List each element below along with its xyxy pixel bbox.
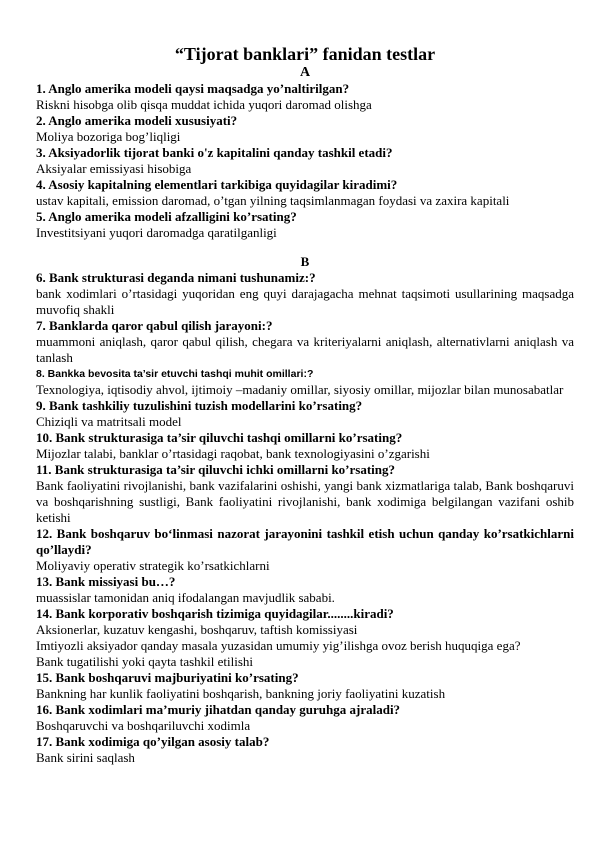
- answer-text: Chiziqli va matritsali model: [36, 414, 182, 429]
- answer-text: Aksionerlar, kuzatuv kengashi, boshqaruv, taftish komissiyasi: [36, 622, 358, 637]
- question-item: [36, 606, 574, 670]
- question-text: 9. Bank tashkiliy tuzulishini tuzish modellarini ko’rsating?: [36, 398, 363, 413]
- question-item: [36, 145, 574, 177]
- question-item: [36, 734, 574, 766]
- question-item: [36, 113, 574, 145]
- question-item: [36, 670, 574, 702]
- question-item: [36, 526, 574, 574]
- answer-text: Moliya bozoriga bog’liqligi: [36, 129, 181, 144]
- answer-text: Moliyaviy operativ strategik ko’rsatkichlarni: [36, 558, 270, 573]
- question-text: 1. Anglo amerika modeli qaysi maqsadga yo’naltirilgan?: [36, 81, 350, 96]
- document-page: [36, 44, 574, 766]
- question-item: [36, 702, 574, 734]
- answer-text: Imtiyozli aksiyador qanday masala yuzasidan umumiy yig’ilishga ovoz berish huquqiga ega?: [36, 638, 521, 653]
- question-item: [36, 318, 574, 366]
- question-text: 2. Anglo amerika modeli xususiyati?: [36, 113, 238, 128]
- answer-text: Investitsiyani yuqori daromadga qaratilganligi: [36, 225, 277, 240]
- answer-text: Bank tugatilishi yoki qayta tashkil etilishi: [36, 654, 254, 669]
- question-text: 13. Bank missiyasi bu…?: [36, 574, 176, 589]
- answer-text: Aksiyalar emissiyasi hisobiga: [36, 161, 192, 176]
- answer-text: muassislar tamonidan aniq ifodalangan mavjudlik sababi.: [36, 590, 335, 605]
- question-text: 4. Asosiy kapitalning elementlari tarkibiga quyidagilar kiradimi?: [36, 177, 398, 192]
- answer-text: ustav kapitali, emission daromad, o’tgan yilning taqsimlanmagan foydasi va zaxira kapitali: [36, 193, 510, 208]
- question-text: 14. Bank korporativ boshqarish tizimiga quyidagilar........kiradi?: [36, 606, 394, 621]
- answer-text: Bank faoliyatini rivojlanishi, bank vazifalarini oshishi, yangi bank xizmatlariga talab, Bank boshqaruvi va boshqarishning sustligi, Bank faoliyatini rivojlanishi, bank xodimiga belgilangan vazifani oshib ketishi: [36, 478, 574, 525]
- answer-text: Texnologiya, iqtisodiy ahvol, ijtimoiy –madaniy omillar, siyosiy omillar, mijozlar bilan munosabatlar: [36, 382, 564, 397]
- question-text: 5. Anglo amerika modeli afzalligini ko’rsating?: [36, 209, 297, 224]
- question-item: [36, 574, 574, 606]
- question-item: [36, 462, 574, 526]
- question-item: [36, 430, 574, 462]
- question-text: 15. Bank boshqaruvi majburiyatini ko’rsating?: [36, 670, 299, 685]
- question-text: 3. Aksiyadorlik tijorat banki o'z kapitalini qanday tashkil etadi?: [36, 145, 393, 160]
- answer-text: Bank sirini saqlash: [36, 750, 135, 765]
- question-text: 8. Bankka bevosita ta’sir etuvchi tashqi muhit omillari:?: [36, 368, 314, 380]
- question-text: 7. Banklarda qaror qabul qilish jarayoni:?: [36, 318, 273, 333]
- section-heading: B: [300, 254, 310, 269]
- answer-text: Riskni hisobga olib qisqa muddat ichida yuqori daromad olishga: [36, 97, 372, 112]
- answer-text: Mijozlar talabi, banklar o’rtasidagi raqobat, bank texnologiyasini o’zgarishi: [36, 446, 430, 461]
- question-text: 12. Bank boshqaruv bo‘linmasi nazorat jarayonini tashkil etish uchun qanday ko’rsatkichlarni qo’llaydi?: [36, 526, 574, 557]
- answer-text: Bankning har kunlik faoliyatini boshqarish, bankning joriy faoliyatini kuzatish: [36, 686, 446, 701]
- question-text: 11. Bank strukturasiga ta’sir qiluvchi ichki omillarni ko’rsating?: [36, 462, 395, 477]
- answer-text: Boshqaruvchi va boshqariluvchi xodimla: [36, 718, 251, 733]
- document-title: “Tijorat banklari” fanidan testlar: [174, 44, 436, 64]
- question-item: [36, 270, 574, 318]
- question-item: [36, 209, 574, 241]
- question-text: 17. Bank xodimiga qo’yilgan asosiy talab?: [36, 734, 270, 749]
- question-item: [36, 398, 574, 430]
- question-item: [36, 81, 574, 113]
- answer-text: bank xodimlari o’rtasidagi yuqoridan eng quyi darajagacha mehnat taqsimoti usullarining maqsadga muvofiq shakli: [36, 286, 574, 317]
- question-item: [36, 366, 574, 398]
- section-heading: A: [299, 65, 311, 80]
- question-text: 16. Bank xodimlari ma’muriy jihatdan qanday guruhga ajraladi?: [36, 702, 401, 717]
- question-text: 10. Bank strukturasiga ta’sir qiluvchi tashqi omillarni ko’rsating?: [36, 430, 403, 445]
- document-body: [36, 65, 574, 766]
- answer-text: muammoni aniqlash, qaror qabul qilish, chegara va kriteriyalarni aniqlash, alternativlarni aniqlash va tanlash: [36, 334, 574, 365]
- question-text: 6. Bank strukturasi deganda nimani tushunamiz:?: [36, 270, 316, 285]
- question-item: [36, 177, 574, 209]
